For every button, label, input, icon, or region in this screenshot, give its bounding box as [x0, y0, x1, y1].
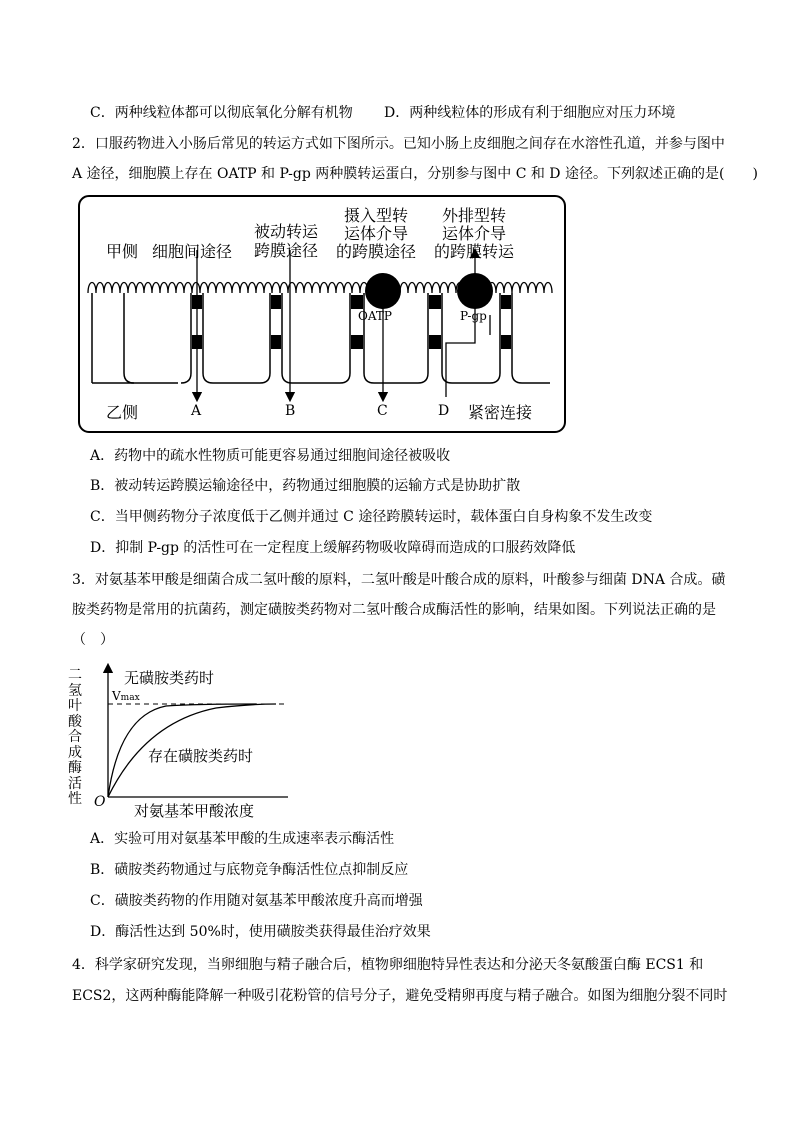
q1-option-d: D．两种线粒体的形成有利于细胞应对压力环境 — [384, 105, 676, 121]
curve-with-drug-label: 存在磺胺类药时 — [148, 747, 254, 765]
q2-option-a: A．药物中的疏水性物质可能更容易通过细胞间途径被吸收 — [90, 448, 451, 464]
origin-label: O — [94, 794, 106, 810]
q3-figure — [68, 660, 296, 824]
q2-option-d: D．抑制 P-gp 的活性可在一定程度上缓解药物吸收障碍而造成的口服药效降低 — [90, 540, 576, 556]
q4-stem-line-2: ECS2，这两种酶能降解一种吸引花粉管的信号分子，避免受精卵再度与精子融合。如图为细胞分裂不同时 — [72, 988, 728, 1004]
q3-option-d: D．酶活性达到 50%时，使用磺胺类获得最佳治疗效果 — [90, 924, 431, 940]
q2-stem-line-2: A 途径，细胞膜上存在 OATP 和 P-gp 两种膜转运蛋白，分别参与图中 C 和 D 途径。下列叙述正确的是( ) — [72, 166, 758, 182]
path-d-label: D — [438, 403, 450, 419]
q2-figure — [78, 195, 566, 433]
y-axis-label: 二氢叶酸合成酶活性 — [68, 667, 82, 807]
curve-without-drug-label: 无磺胺类药时 — [124, 669, 215, 687]
q2-stem-line-1: 2．口服药物进入小肠后常见的转运方式如下图所示。已知小肠上皮细胞之间存在水溶性孔道，并参与图中 — [72, 136, 725, 152]
q3-stem-line-1: 3．对氨基苯甲酸是细菌合成二氢叶酸的原料，二氢叶酸是叶酸合成的原料，叶酸参与细菌 DNA 合成。磺 — [72, 572, 726, 588]
efflux-label-1: 外排型转 — [442, 206, 507, 225]
passive-label-1: 被动转运 — [254, 222, 319, 241]
q1-option-c: C．两种线粒体都可以彻底氧化分解有机物 — [90, 105, 353, 121]
path-c-label: C — [377, 403, 388, 419]
efflux-label-3: 的跨膜转运 — [434, 242, 515, 261]
q3-option-b: B．磺胺类药物通过与底物竞争酶活性位点抑制反应 — [90, 862, 409, 878]
q4-stem-line-1: 4．科学家研究发现，当卵细胞与精子融合后，植物卵细胞特异性表达和分泌天冬氨酸蛋白酶 ECS1 和 — [72, 957, 704, 973]
uptake-label-1: 摄入型转 — [344, 206, 409, 225]
q3-option-c: C．磺胺类药物的作用随对氨基苯甲酸浓度升高而增强 — [90, 893, 423, 909]
path-b-label: B — [285, 403, 296, 419]
paracellular-label: 细胞间途径 — [152, 242, 233, 261]
q2-option-b: B．被动转运跨膜运输途径中，药物通过细胞膜的运输方式是协助扩散 — [90, 478, 521, 494]
q3-stem-line-3: （ ） — [72, 632, 114, 648]
apical-side-label: 甲侧 — [106, 242, 139, 261]
x-axis-label: 对氨基苯甲酸浓度 — [134, 802, 255, 820]
uptake-label-3: 的跨膜途径 — [336, 242, 417, 261]
uptake-label-2: 运体介导 — [344, 224, 409, 243]
vmax-label: Vmax — [112, 689, 140, 703]
pgp-label: P-gp — [460, 309, 487, 323]
q3-stem-line-2: 胺类药物是常用的抗菌药，测定磺胺类药物对二氢叶酸合成酶活性的影响，结果如图。下列说法正确的是 — [72, 602, 716, 618]
path-a-label: A — [191, 403, 202, 419]
oatp-label: OATP — [358, 309, 392, 323]
basolateral-side-label: 乙侧 — [106, 403, 139, 422]
tight-junction-label: 紧密连接 — [468, 403, 533, 422]
oatp-protein-icon — [365, 273, 401, 309]
q3-option-a: A．实验可用对氨基苯甲酸的生成速率表示酶活性 — [90, 831, 395, 847]
passive-label-2: 跨膜途径 — [254, 241, 319, 260]
efflux-label-2: 运体介导 — [442, 224, 507, 243]
q2-option-c: C．当甲侧药物分子浓度低于乙侧并通过 C 途径跨膜转运时，载体蛋白自身构象不发生改变 — [90, 509, 653, 525]
